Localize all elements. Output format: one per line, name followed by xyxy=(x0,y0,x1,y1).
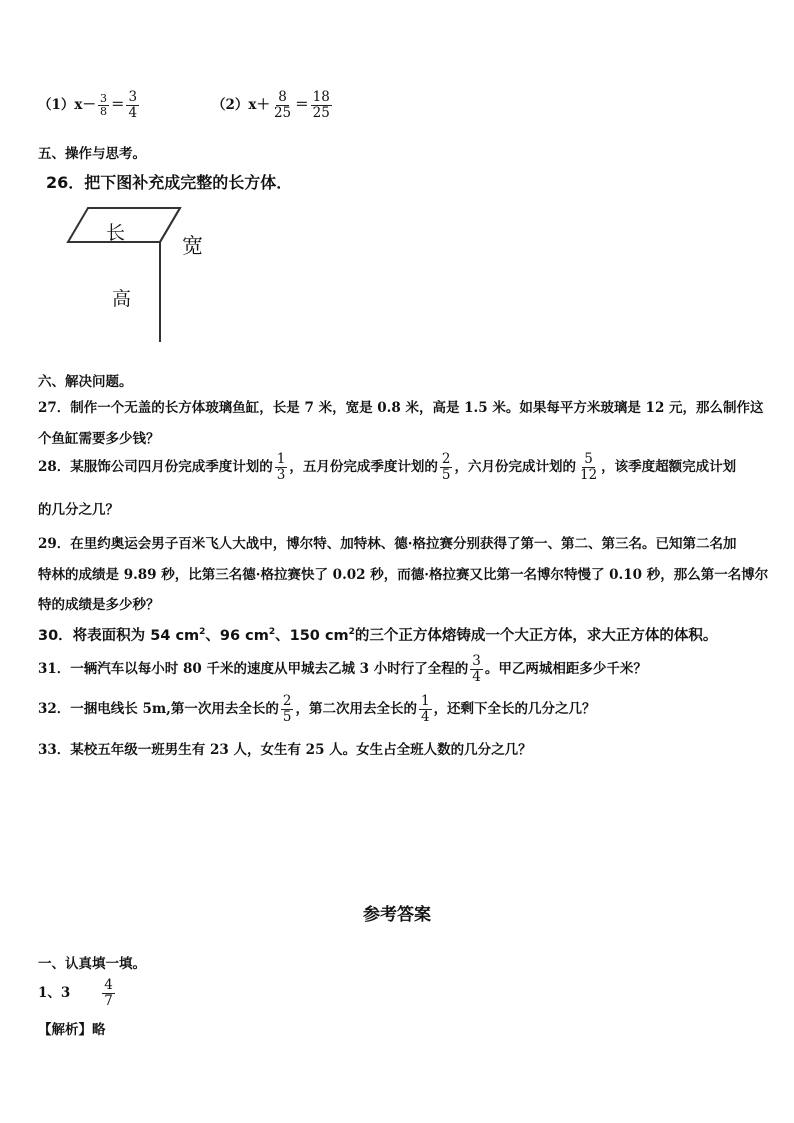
question-33: 33．某校五年级一班男生有 23 人，女生有 25 人。女生占全班人数的几分之几？ xyxy=(38,742,532,758)
fraction: $\frac{3}{4}$ xyxy=(472,653,481,685)
question-29-line-1: 29．在里约奥运会男子百米飞人大战中，博尔特、加特林、德·格拉赛分别获得了第一、第二、第三名。已知第二名加 xyxy=(38,536,737,552)
fraction: $\frac{2}{5}$ xyxy=(282,693,292,725)
equation-2: （2）x＋ $\frac{8}{25}$ ＝ $\frac{18}{25}$ xyxy=(212,89,330,121)
cuboid-figure xyxy=(60,200,230,350)
question-32: 32．一捆电线长 5m,第一次用去全长的 $\frac{2}{5}$ ，第二次用去全长的 $\frac{1}{4}$ ，还剩下全长的几分之几？ xyxy=(38,693,596,725)
fraction: $\frac{18}{25}$ xyxy=(312,89,330,121)
question-28-line-2: 的几分之几？ xyxy=(38,502,119,518)
answers-title: 参考答案 xyxy=(363,905,431,925)
fraction: $\frac{2}{5}$ xyxy=(441,451,451,483)
question-28-line-1: 28．某服饰公司四月份完成季度计划的 $\frac{1}{3}$ ，五月份完成季度计划的 $\frac{2}{5}$ ，六月份完成计划的 $\frac{5}{12}$ ，该季度超额完成计划 xyxy=(38,451,737,483)
analysis-text: 【解析】略 xyxy=(38,1022,106,1038)
question-26: 26．把下图补充成完整的长方体． xyxy=(46,173,293,192)
height-label: 高 xyxy=(112,288,132,310)
equation-2-prefix: （2）x＋ xyxy=(212,97,270,113)
question-27-line-1: 27．制作一个无盖的长方体玻璃鱼缸，长是 7 米，宽是 0.8 米，高是 1.5 米。如果每平方米玻璃是 12 元，那么制作这 xyxy=(38,400,764,416)
fraction: $\frac{3}{8}$ xyxy=(99,92,107,118)
fraction: $\frac{1}{3}$ xyxy=(276,451,286,483)
equation-1: （1）x－ $\frac{3}{8}$ ＝ $\frac{3}{4}$ xyxy=(38,89,138,121)
answer-1: 1、3 $\frac{4}{7}$ xyxy=(38,977,113,1009)
width-edge xyxy=(160,208,180,242)
question-29-line-2: 特林的成绩是 9.89 秒，比第三名德·格拉赛快了 0.02 秒，而德·格拉赛又比第一名博尔特慢了 0.10 秒，那么第一名博尔 xyxy=(38,567,769,583)
question-29-line-3: 特的成绩是多少秒？ xyxy=(38,597,160,613)
section-5-heading: 五、操作与思考。 xyxy=(38,146,146,162)
fraction: $\frac{3}{4}$ xyxy=(128,89,138,121)
answer-section-1-heading: 一、认真填一填。 xyxy=(38,956,146,972)
equation-1-prefix: （1）x－ xyxy=(38,97,96,113)
length-label: 长 xyxy=(106,222,126,244)
fraction: $\frac{5}{12}$ xyxy=(579,451,598,483)
fraction: $\frac{1}{4}$ xyxy=(420,693,430,725)
question-30: 30．将表面积为 54 $cm^2$、96 $cm^2$、150 $cm^2$的三个正方体熔铸成一个大正方体，求大正方体的体积。 xyxy=(38,627,718,644)
width-label: 宽 xyxy=(182,234,203,258)
question-31: 31．一辆汽车以每小时 80 千米的速度从甲城去乙城 3 小时行了全程的 $\frac{3}{4}$ 。甲乙两城相距多少千米？ xyxy=(38,653,647,685)
question-27-line-2: 个鱼缸需要多少钱？ xyxy=(38,431,160,447)
fraction: $\frac{8}{25}$ xyxy=(273,89,292,121)
fraction: $\frac{4}{7}$ xyxy=(104,977,113,1009)
section-6-heading: 六、解决问题。 xyxy=(38,374,133,390)
